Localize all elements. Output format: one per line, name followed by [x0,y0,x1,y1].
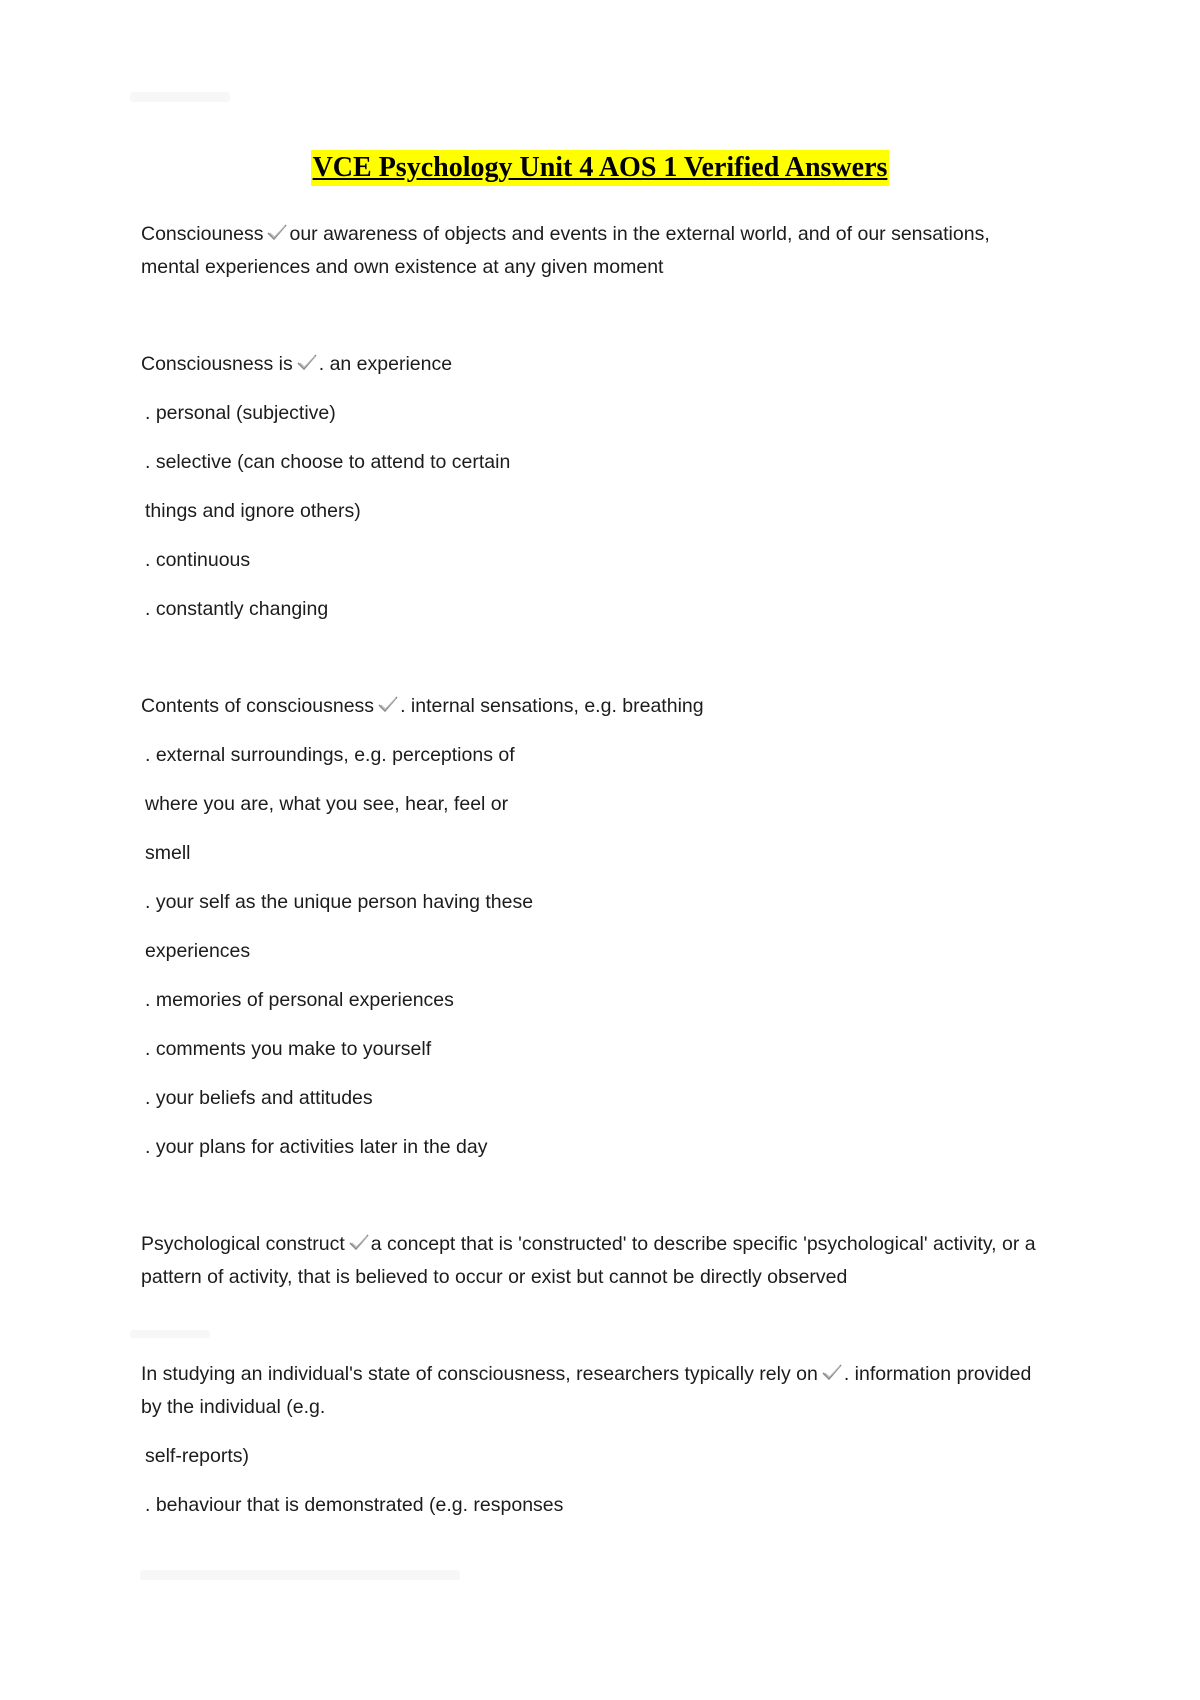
entry-term: Consciouness [141,223,264,245]
list-item: . your plans for activities later in the day [145,1136,488,1158]
check-mark-icon [377,695,399,715]
entry-first-line [141,1358,1076,1391]
entry-definition: . information provided [843,1363,1032,1385]
entry-term: Consciousness is [141,353,293,375]
list-item: . constantly changing [145,598,329,620]
list-item: . your self as the unique person having these [145,891,534,913]
entry-first-line [141,348,1076,381]
scan-artifact [130,92,230,102]
document-title: VCE Psychology Unit 4 AOS 1 Verified Answers [311,150,890,186]
entry-consciousness-definition [141,218,1076,284]
list-item: smell [145,842,191,864]
entry-contents-of-consciousness [141,690,1076,1164]
entry-definition: . an experience [318,353,453,375]
entry-definition: pattern of activity, that is believed to occur or exist but cannot be directly observed [141,1266,848,1288]
list-item: things and ignore others) [145,500,361,522]
list-item: . your beliefs and attitudes [145,1087,373,1109]
list-item: . external surroundings, e.g. perceptions of [145,744,515,766]
list-item: . personal (subjective) [145,402,336,424]
entry-consciousness-is [141,348,1076,626]
entry-first-line [141,690,1076,723]
check-mark-icon [266,223,288,243]
entry-studying-consciousness [141,1358,1076,1522]
entry-term: Psychological construct [141,1233,345,1255]
entry-definition: by the individual (e.g. [141,1396,326,1418]
list-item: . comments you make to yourself [145,1038,432,1060]
entry-psychological-construct [141,1228,1076,1294]
check-mark-icon [821,1363,843,1383]
list-item: self-reports) [145,1445,250,1467]
entry-first-line [141,1228,1076,1261]
entry-term: Contents of consciousness [141,695,375,717]
entry-definition: . internal sensations, e.g. breathing [400,695,704,717]
scan-artifact [140,1570,460,1580]
check-mark-icon [348,1233,370,1253]
entry-term: In studying an individual's state of consciousness, researchers typically rely on [141,1363,818,1385]
entry-definition: a concept that is 'constructed' to describe specific 'psychological' activity, or a [370,1233,1036,1255]
list-item: . continuous [145,549,251,571]
title-container [0,150,1200,186]
list-item: where you are, what you see, hear, feel or [145,793,509,815]
list-item: experiences [145,940,251,962]
list-item: . selective (can choose to attend to certain [145,451,511,473]
entry-definition: mental experiences and own existence at any given moment [141,256,664,278]
list-item: . behaviour that is demonstrated (e.g. responses [145,1494,564,1516]
check-mark-icon [296,353,318,373]
entry-first-line [141,218,1076,251]
document-body [141,218,1076,1522]
list-item: . memories of personal experiences [145,989,454,1011]
entry-definition: our awareness of objects and events in the external world, and of our sensations, [289,223,990,245]
